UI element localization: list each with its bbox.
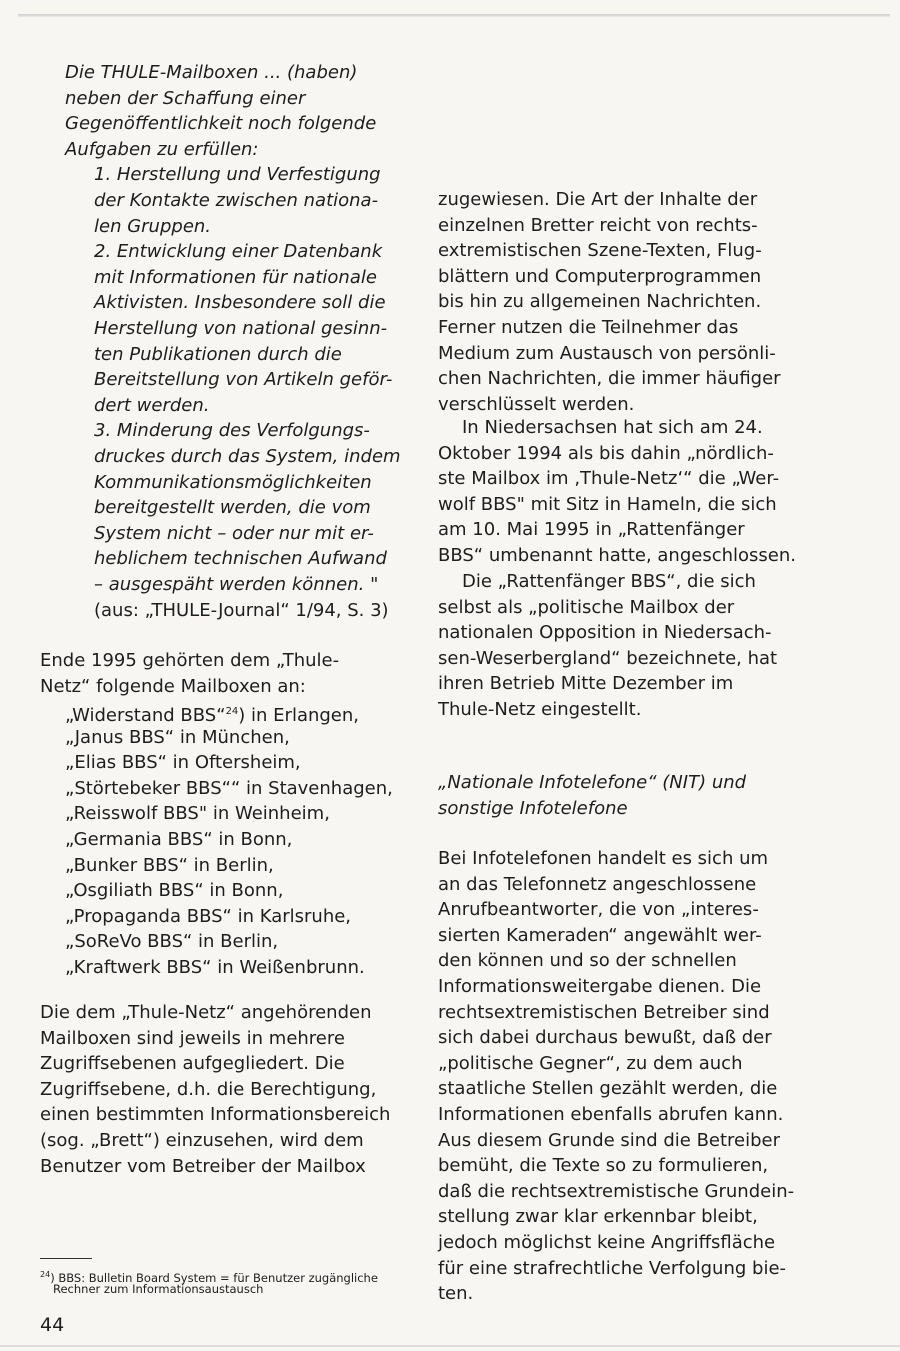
top-page-edge (18, 14, 890, 17)
paragraph-line: In Niedersachsen hat sich am 24. (462, 417, 763, 438)
paragraph-line: „politische Gegner“, zu dem auch (438, 1052, 743, 1074)
mailbox-entry-text: „Osgiliath BBS“ in Bonn, (65, 880, 284, 902)
paragraph-line: sierten Kameraden“ angewählt wer- (438, 924, 762, 946)
mailbox-list-item (65, 776, 393, 801)
mailbox-list-item (65, 801, 330, 826)
footnote-marker: 24 (40, 1270, 51, 1279)
quote-line: dert werden. (94, 394, 210, 416)
paragraph-line: einen bestimmten Informationsbereich (40, 1104, 391, 1126)
mailbox-entry-text: „Bunker BBS“ in Berlin, (65, 854, 274, 876)
mailbox-entry-text: „Propaganda BBS“ in Karlsruhe, (65, 905, 352, 927)
paragraph-line: chen Nachrichten, die immer häufiger (438, 368, 781, 390)
footnote-text: ) BBS: Bulletin Board System = für Benutzer zugängliche (50, 1270, 378, 1285)
mailbox-list-item (65, 853, 274, 878)
paragraph-line: zugewiesen. Die Art der Inhalte der (438, 189, 758, 210)
paragraph-line: staatliche Stellen gezählt werden, die (438, 1078, 778, 1100)
paragraph-line: am 10. Mai 1995 in „Rattenfänger (438, 519, 745, 541)
paragraph-line: Zugriffsebenen aufgegliedert. Die (40, 1053, 345, 1075)
mailbox-list-item (65, 929, 278, 954)
mailbox-entry-text: ) in Erlangen, (238, 705, 360, 726)
quote-line: len Gruppen. (94, 215, 212, 237)
footnote-text: Rechner zum Informationsaustausch (53, 1282, 264, 1296)
quote-line: – ausgespäht werden können. " (94, 574, 379, 595)
quote-line: Gegenöffentlichkeit noch folgende (65, 113, 377, 135)
paragraph-line: Ferner nutzen die Teilnehmer das (438, 317, 739, 338)
paragraph-line: ste Mailbox im ‚Thule-Netz‘“ die „Wer- (438, 468, 780, 490)
paragraph-line: (sog. „Brett“) einzusehen, wird dem (40, 1130, 364, 1151)
mailbox-list-item (65, 750, 301, 775)
quote-line: System nicht – oder nur mit er- (94, 522, 374, 544)
paragraph-line: ten. (438, 1283, 474, 1305)
paragraph-line: rechtsextremistischen Betreiber sind (438, 1001, 770, 1023)
footnote-line (53, 1282, 263, 1297)
paragraph-line: für eine strafrechtliche Verfolgung bie- (438, 1257, 787, 1279)
quote-line: druckes durch das System, indem (94, 446, 401, 467)
paragraph-line: nationalen Opposition in Niedersach- (438, 622, 772, 644)
paragraph-line: Die „Rattenfänger BBS“, die sich (462, 571, 756, 592)
paragraph-line: Oktober 1994 als bis dahin „nördlich- (438, 442, 774, 464)
section-heading: „Nationale Infotelefone“ (NIT) und (438, 772, 747, 793)
paragraph-line: Informationsweitergabe dienen. Die (438, 976, 762, 997)
quote-line: neben der Schaffung einer (65, 87, 306, 109)
paragraph-line: sich dabei durchaus bewußt, daß der (438, 1027, 772, 1049)
mailbox-list-item (65, 904, 351, 929)
mailbox-entry-text: „Widerstand BBS“ (65, 705, 226, 726)
paragraph-line: sen-Weserbergland“ bezeichnete, hat (438, 647, 778, 669)
mailbox-entry-text: „Janus BBS“ in München, (65, 726, 290, 748)
paragraph-line: den können und so der schnellen (438, 950, 737, 972)
quote-line: Aktivisten. Insbesondere soll die (94, 292, 386, 314)
quote-line: Aufgaben zu erfüllen: (65, 138, 259, 160)
mailbox-entry-text: „SoReVo BBS“ in Berlin, (65, 931, 279, 953)
paragraph-line: wolf BBS" mit Sitz in Hameln, die sich (438, 493, 777, 515)
mailbox-list-item (65, 827, 292, 852)
paragraph-line: daß die rechtsextremistische Grundein- (438, 1180, 795, 1202)
paragraph-line: Mailboxen sind jeweils in mehrere (40, 1027, 345, 1049)
quote-line: Herstellung von national gesinn- (94, 318, 388, 339)
quote-line: ten Publikationen durch die (94, 343, 342, 365)
footnote-rule (40, 1258, 92, 1259)
paragraph-line: bis hin zu allgemeinen Nachrichten. (438, 291, 762, 313)
quote-line: der Kontakte zwischen nationa- (94, 190, 379, 211)
quote-line: 3. Minderung des Verfolgungs- (94, 420, 370, 442)
paragraph-line: blättern und Computerprogrammen (438, 265, 762, 287)
paragraph-line: verschlüsselt werden. (438, 393, 635, 415)
paragraph-line: Informationen ebenfalls abrufen kann. (438, 1104, 784, 1125)
mailbox-entry-text: „Reisswolf BBS" in Weinheim, (65, 803, 330, 825)
mailbox-list-item (65, 955, 365, 980)
paragraph-line: Thule-Netz eingestellt. (438, 699, 642, 720)
paragraph-line: an das Telefonnetz angeschlossene (438, 873, 757, 895)
mailbox-list-item (65, 725, 290, 750)
paragraph-line: einzelnen Bretter reicht von rechts- (438, 214, 758, 236)
paragraph-line: extremistischen Szene-Texten, Flug- (438, 240, 762, 262)
paragraph-line: stellung zwar klar erkennbar bleibt, (438, 1206, 758, 1228)
intro-line: Netz“ folgende Mailboxen an: (40, 675, 306, 697)
quote-line: bereitgestellt werden, die vom (94, 497, 371, 519)
quote-line: heblichem technischen Aufwand (94, 548, 387, 570)
quote-line: Bereitstellung von Artikeln geför- (94, 369, 393, 391)
section-heading: sonstige Infotelefone (438, 797, 628, 819)
paragraph-line: jedoch möglichst keine Angriffsfläche (438, 1232, 776, 1253)
quote-line: Kommunikationsmöglichkeiten (94, 471, 372, 493)
mailbox-entry-text: „Germania BBS“ in Bonn, (65, 829, 293, 850)
bottom-page-edge (0, 1345, 900, 1347)
footnote-reference: 24 (225, 706, 239, 717)
paragraph-line: Die dem „Thule-Netz“ angehörenden (40, 1002, 372, 1023)
paragraph-line: Anrufbeantworter, die von „interes- (438, 899, 759, 921)
paragraph-line: bemüht, die Texte so zu formulieren, (438, 1155, 769, 1177)
quote-line: 1. Herstellung und Verfestigung (94, 164, 381, 186)
page-number: 44 (40, 1314, 65, 1336)
mailbox-list-item (65, 878, 283, 903)
mailbox-entry-text: „Störtebeker BBS““ in Stavenhagen, (65, 777, 393, 799)
paragraph-line: ihren Betrieb Mitte Dezember im (438, 673, 734, 695)
paragraph-line: Zugriffsebene, d.h. die Berechtigung, (40, 1078, 377, 1100)
quote-line: Die THULE-Mailboxen ... (haben) (65, 62, 358, 83)
paragraph-line: Medium zum Austausch von persönli- (438, 342, 776, 364)
paragraph-line: Benutzer vom Betreiber der Mailbox (40, 1155, 366, 1177)
intro-line: Ende 1995 gehörten dem „Thule- (40, 650, 340, 671)
quote-line: 2. Entwicklung einer Datenbank (94, 241, 383, 263)
mailbox-entry-text: „Kraftwerk BBS“ in Weißenbrunn. (65, 957, 365, 978)
paragraph-line: BBS“ umbenannt hatte, angeschlossen. (438, 545, 796, 566)
paragraph-line: selbst als „politische Mailbox der (438, 596, 735, 618)
mailbox-entry-text: „Elias BBS“ in Oftersheim, (65, 752, 301, 774)
quote-line: mit Informationen für nationale (94, 266, 377, 288)
quote-source: (aus: „THULE-Journal“ 1/94, S. 3) (94, 599, 389, 621)
paragraph-line: Aus diesem Grunde sind die Betreiber (438, 1129, 781, 1151)
paragraph-line: Bei Infotelefonen handelt es sich um (438, 848, 769, 869)
